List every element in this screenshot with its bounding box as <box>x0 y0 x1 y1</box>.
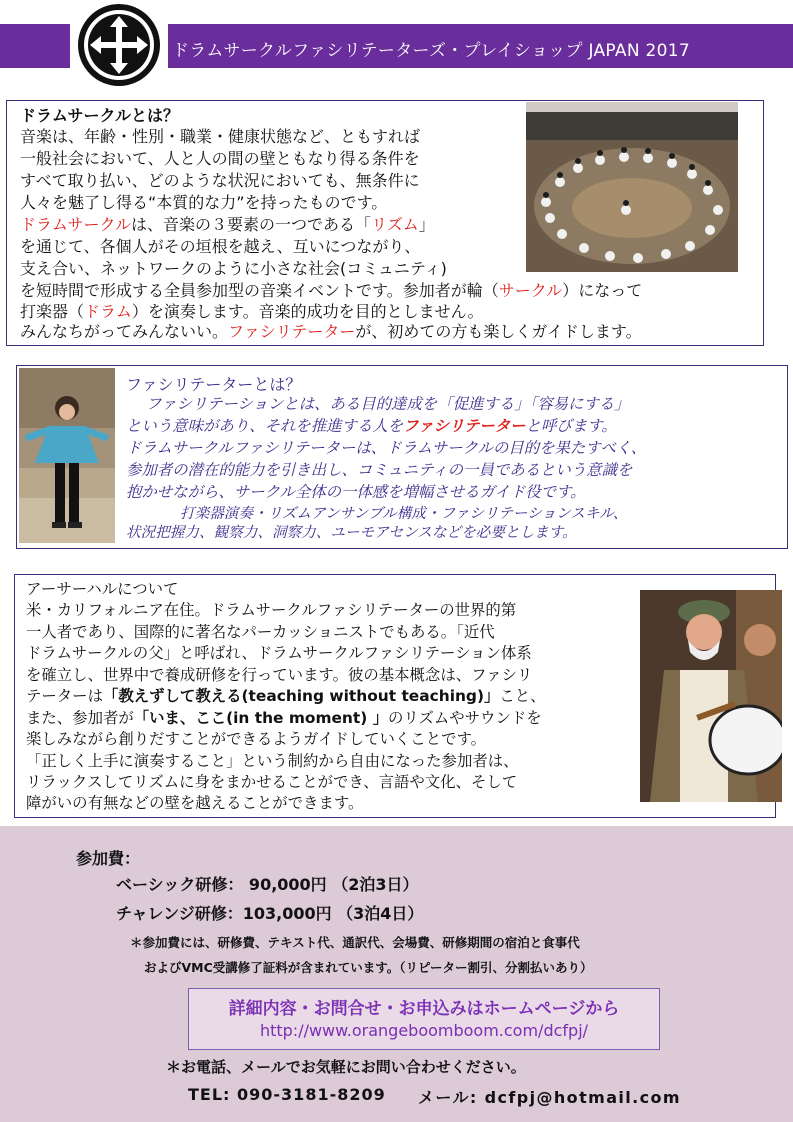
challenge-fee: チャレンジ研修：103,000円 （3泊4日） <box>116 904 424 923</box>
text-span: こと、 <box>499 687 546 705</box>
facilitator-line: 打楽器演奏・リズムアンサンブル構成・ファシリテーションスキル、 <box>180 505 628 522</box>
teaching-phrase: 「教えずして教える(teaching without teaching)」 <box>102 687 500 705</box>
drum-circle-line: を通じて、各個人がその垣根を越え、互いにつながり、 <box>20 237 421 256</box>
moment-phrase: 「いま、ここ(in the moment) 」 <box>133 709 389 727</box>
facilitator-line: 抱かせながら、サークル全体の一体感を増幅させるガイド役です。 <box>126 483 586 501</box>
arthur-hull-heading: アーサーハルについて <box>26 580 179 598</box>
facilitator-line: ドラムサークルファシリテーターは、ドラムサークルの目的を果たすべく、 <box>126 439 647 457</box>
arthur-hull-line: 楽しみながら創りだすことができるようガイドしていくことです。 <box>26 730 487 748</box>
text-span: また、参加者が <box>26 709 134 727</box>
text-span: ）になって <box>562 281 643 300</box>
arthur-hull-line: 一人者であり、国際的に著名なパーカッショニストでもある。「近代 <box>26 623 495 641</box>
email-address[interactable]: メール: dcfpj@hotmail.com <box>418 1088 681 1107</box>
facilitator-line: ファシリテーションとは、ある目的達成を「促進する」「容易にする」 <box>146 395 630 413</box>
highlight-facilitator: ファシリテーター <box>228 322 356 341</box>
drum-circle-line: 一般社会において、人と人の間の壁ともなり得る条件を <box>20 149 420 168</box>
info-title: 詳細内容・お問合せ・お申込みはホームページから <box>228 999 620 1019</box>
highlight-drum-circle: ドラムサークル <box>20 215 132 234</box>
drum-circle-line <box>20 280 642 302</box>
text-span: は、音楽の３要素の一つである「 <box>131 215 372 234</box>
highlight-facilitator: ファシリテーター <box>403 417 526 435</box>
text-span: という意味があり、それを推進する人を <box>126 417 404 435</box>
text-span: を短時間で形成する全員参加型の音楽イベントです。参加者が輪（ <box>20 281 499 300</box>
text-span: のリズムやサウンドを <box>388 709 542 727</box>
highlight-drum: ドラム <box>84 302 132 321</box>
facilitator-line: 参加者の潜在的能力を引き出し、コミュニティの一員であるという意識を <box>126 461 633 479</box>
facilitator-line <box>126 415 617 437</box>
arthur-hull-line <box>26 708 542 730</box>
page-title: ドラムサークルファシリテーターズ・プレイショップ JAPAN 2017 <box>172 41 691 61</box>
facilitator-photo <box>19 368 115 543</box>
arthur-hull-line: 障がいの有無などの壁を越えることができます。 <box>26 794 364 812</box>
arthur-hull-line: 米・カリフォルニア在住。ドラムサークルファシリテーターの世界的第 <box>26 601 517 619</box>
text-span: 」 <box>418 215 435 234</box>
text-span: ）を演奏します。音楽的成功を目的としません。 <box>131 302 484 321</box>
logo <box>70 0 168 92</box>
facilitator-line: 状況把握力、観察力、洞察力、ユーモアセンスなどを必要とします。 <box>126 524 577 541</box>
text-span: と呼びます。 <box>525 417 617 435</box>
drum-circle-line <box>20 214 435 236</box>
text-span: が、初めての方も楽しくガイドします。 <box>355 322 642 341</box>
drum-circle-line <box>20 301 484 323</box>
phone-number: TEL: 090-3181-8209 <box>188 1085 386 1104</box>
arthur-hull-photo <box>640 590 782 802</box>
highlight-circle: サークル <box>498 281 563 300</box>
fee-heading: 参加費： <box>76 849 141 868</box>
drum-circle-heading: ドラムサークルとは？ <box>20 106 180 125</box>
fee-note: ＊参加費には、研修費、テキスト代、通訳代、会場費、研修期間の宿泊と食事代 <box>130 935 580 950</box>
basic-fee: ベーシック研修： 90,000円 （2泊3日） <box>116 875 419 894</box>
highlight-rhythm: リズム <box>371 215 419 234</box>
drum-circle-line: 音楽は、年齢・性別・職業・健康状態など、ともすれば <box>20 127 421 146</box>
arthur-hull-line: ドラムサークルの父」と呼ばれ、ドラムサークルファシリテーション体系 <box>26 644 532 662</box>
arrows-logo-icon <box>70 0 168 92</box>
arthur-hull-line: 「正しく上手に演奏すること」という制約から自由になった参加者は、 <box>26 752 519 770</box>
drum-circle-line: 支え合い、ネットワークのように小さな社会(コミュニティ) <box>20 259 447 278</box>
arthur-hull-line <box>26 686 546 708</box>
homepage-link[interactable]: http://www.orangeboomboom.com/dcfpj/ <box>259 1021 589 1040</box>
arthur-hull-line: リラックスしてリズムに身をまかせることができ、言語や文化、そして <box>26 773 518 791</box>
text-span: 打楽器（ <box>20 302 85 321</box>
drum-circle-line: 人々を魅了し得る“本質的な力”を持ったものです。 <box>20 193 388 212</box>
arthur-hull-line: を確立し、世界中で養成研修を行っています。彼の基本概念は、ファシリ <box>26 666 533 684</box>
drum-circle-line: すべて取り払い、どのような状況においても、無条件に <box>20 171 420 190</box>
drum-circle-photo <box>526 102 738 272</box>
drum-circle-line <box>20 321 642 343</box>
contact-note: ＊お電話、メールでお気軽にお問い合わせください。 <box>166 1058 526 1076</box>
fee-note: およびVMC受講修了証料が含まれています。（リピーター割引、分割払いあり） <box>144 960 593 975</box>
facilitator-heading: ファシリテーターとは？ <box>126 375 302 394</box>
text-span: テーターは <box>26 687 103 705</box>
text-span: みんなちがってみんないい。 <box>20 322 229 341</box>
